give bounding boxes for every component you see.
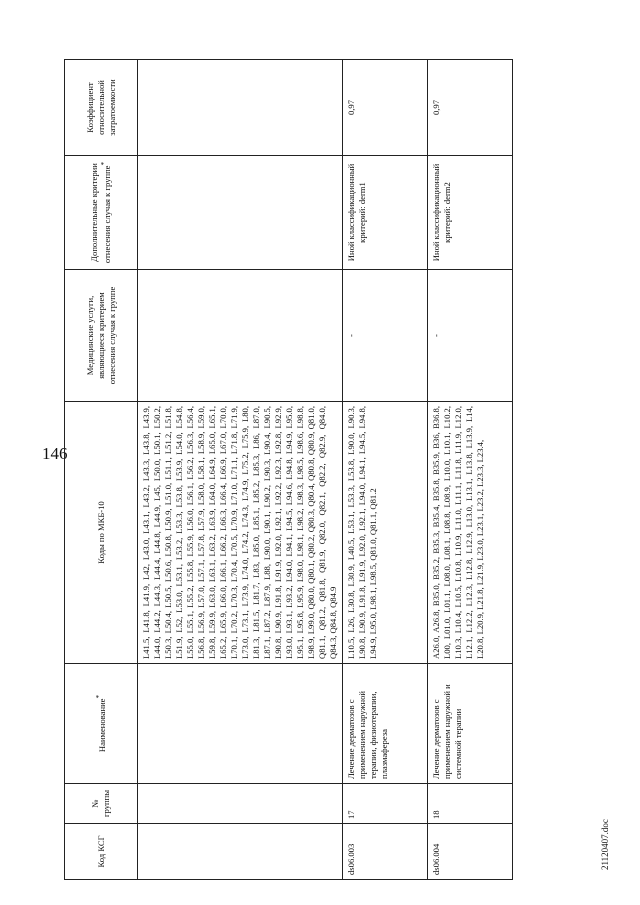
document-footer: 21120407.doc [600,819,610,870]
cell-group: 17 [343,784,428,824]
cell-code: ds06.003 [343,824,428,880]
cell-criteria: Иной классификационный критерий: derm2 [428,156,513,270]
cell-services: - [343,270,428,402]
cell-icd-codes: L10.5, L26, L30.8, L30.9, L40.5, L53.1, L53.3, L53.8, L90.0, L90.3, L90.8, L90.9, L91.8, L91.9, L92.0, L92.1, L94.0, L94.1, L94.5, L94.8, L94.9, L95.0, L98.1, L98.5, Q81.0, Q81.1, Q81.2 [343,402,428,664]
cell-services [138,270,343,402]
cell-code: ds06.004 [428,824,513,880]
header-services: Медицинские услуги, являющиеся критерием отнесения случая к группе [65,270,138,402]
cell-icd-codes: A26.0, A26.8, B35.0, B35.2, B35.3, B35.4, B35.8, B35.9, B36, B36.8, L00, L01.0, L01.1, L08.0, L08.1, L08.8, L08.9, L10.0, L10.1, L10.2, L10.3, L10.4, L10.5, L10.8, L10.9, L11.0, L11.1, L11.8, L11.9, L12.0, L12.1, L12.2, L12.3, L12.8, L12.9, L13.0, L13.1, L13.8, L13.9, L14, L20.8, L20.9, L21.8, L21.9, L23.0, L23.1, L23.2, L23.3, L23.4, [428,402,513,664]
header-criteria: Дополнительные критерии отнесения случая к группе* [65,156,138,270]
header-name: Наименование* [65,664,138,784]
cell-name: Лечение дерматозов с применением наружной и системной терапии [428,664,513,784]
header-icd-codes: Коды по МКБ-10 [65,402,138,664]
header-ksg-code: Код КСГ [65,824,138,880]
cell-group [138,784,343,824]
cell-coefficient: 0,97 [428,60,513,156]
header-row [65,60,138,880]
cell-name: Лечение дерматозов с применением наружной терапии, физиотерапии, плазмафереза [343,664,428,784]
cell-criteria [138,156,343,270]
header-group-number: № группы [65,784,138,824]
header-coefficient: Коэффициент относительной затратоемкости [65,60,138,156]
cell-coefficient [138,60,343,156]
rotated-table-container [64,60,624,880]
cell-criteria: Иной классификационный критерий: derm1 [343,156,428,270]
cell-coefficient: 0,97 [343,60,428,156]
table-row [343,60,428,880]
cell-icd-codes: L41.5, L41.8, L41.9, L42, L43.0, L43.1, L43.2, L43.3, L43.8, L43.9, L44.0, L44.2, L44.3, L44.4, L44.8, L44.9, L45, L50.0, L50.1, L50.2, L50.3, L50.4, L50.5, L50.6, L50.8, L50.9, L51.0, L51.1, L51.2, L51.8, L51.9, L52, L53.0, L53.1, L53.2, L53.3, L53.8, L53.9, L54.0, L54.8, L55.0, L55.1, L55.2, L55.8, L55.9, L56.0, L56.1, L56.2, L56.3, L56.4, L56.8, L56.9, L57.0, L57.1, L57.8, L57.9, L58.0, L58.1, L58.9, L59.0, L59.8, L59.9, L63.0, L63.1, L63.2, L63.9, L64.0, L64.9, L65.0, L65.1, L65.2, L65.9, L66.0, L66.1, L66.2, L66.3, L66.4, L66.9, L67.0, L70.0, L70.1, L70.2, L70.3, L70.4, L70.5, L70.9, L71.0, L71.1, L71.8, L71.9, L73.0, L73.1, L73.9, L74.0, L74.2, L74.3, L74.9, L75.2, L75.9, L80, L81.3, L81.5, L81.7, L83, L85.0, L85.1, L85.2, L85.3, L86, L87.0, L87.1, L87.2, L87.9, L88, L90.0, L90.1, L90.2, L90.3, L90.4, L90.5, L90.8, L90.9, L91.8, L91.9, L92.0, L92.1, L92.2, L92.3, L92.8, L92.9, L93.0, L93.1, L93.2, L94.0, L94.1, L94.5, L94.6, L94.8, L94.9, L95.0, L95.1, L95.8, L95.9, L98.0, L98.1, L98.2, L98.3, L98.5, L98.6, L98.8, L98.9, L99.0, Q80.0, Q80.1, Q80.2, Q80.3, Q80.4, Q80.8, Q80.9, Q81.0, Q81.1, Q81.2, Q81.8, Q81.9, Q82.0, Q82.1, Q82.2, Q82.9, Q84.0, Q84.3, Q84.8, Q84.9 [138,402,343,664]
table-row [138,60,343,880]
cell-code [138,824,343,880]
cell-services: - [428,270,513,402]
table-row [428,60,513,880]
page-number: 146 [42,444,68,463]
cell-name [138,664,343,784]
ksg-table [64,59,513,880]
cell-group: 18 [428,784,513,824]
